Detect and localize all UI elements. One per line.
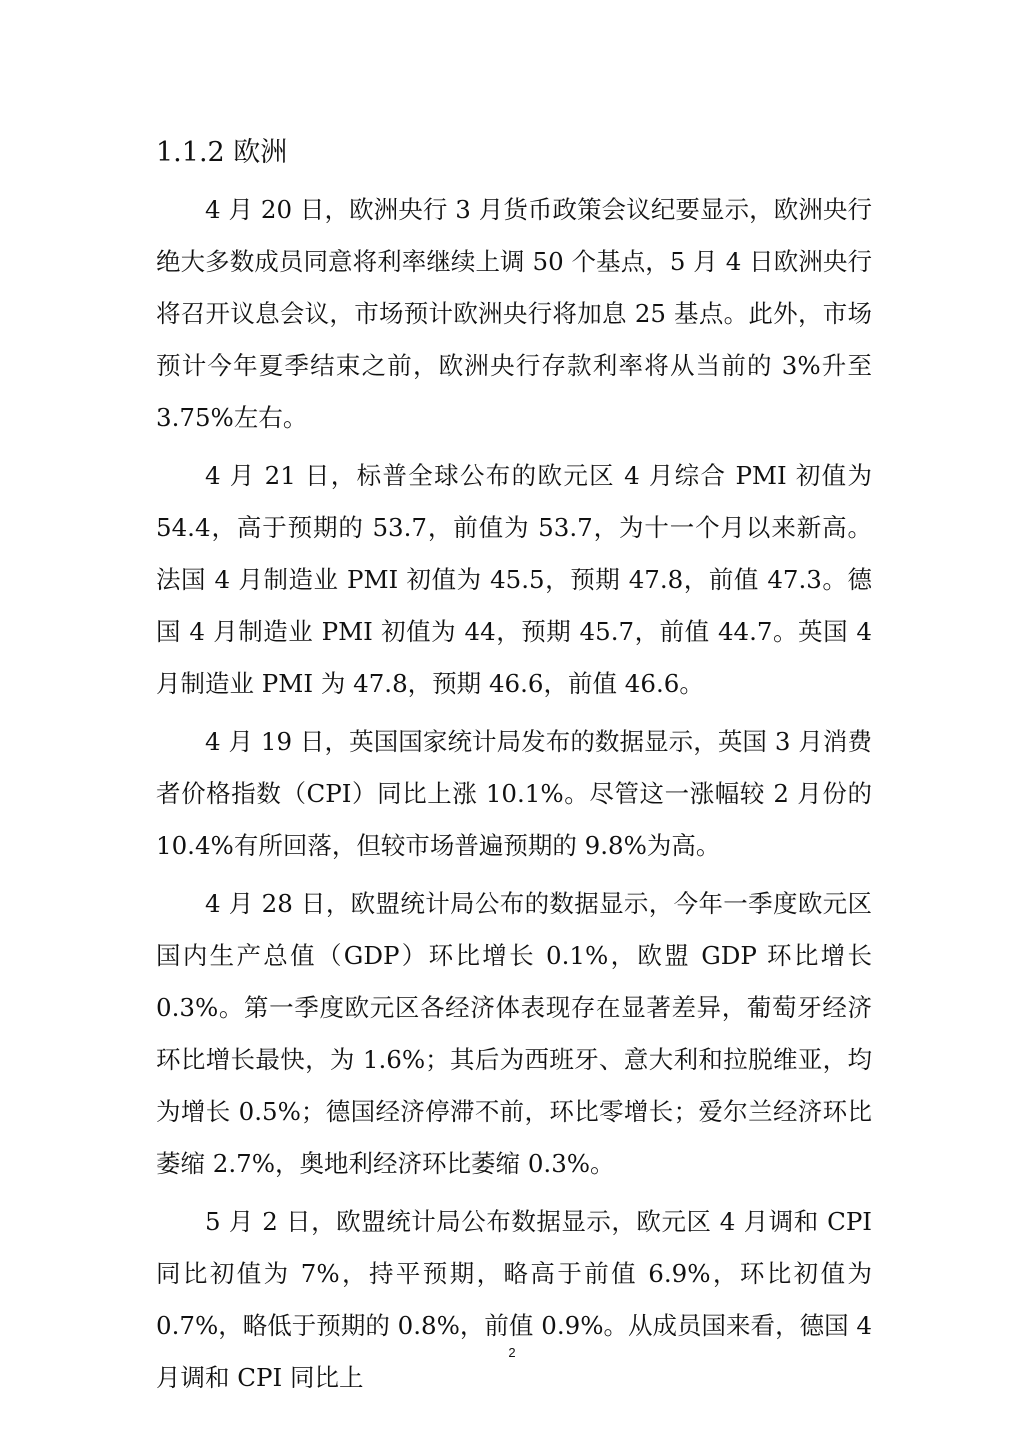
paragraph-eurozone-gdp: 4 月 28 日，欧盟统计局公布的数据显示，今年一季度欧元区国内生产总值（GDP）环比增长 0.1%，欧盟 GDP 环比增长 0.3%。第一季度欧元区各经济体表现存在显著差异，葡萄牙经济环比增长最快，为 1.6%；其后为西班牙、意大利和拉脱维亚，均为增长 0.5%；德国经济停滞不前，环比零增长；爱尔兰经济环比萎缩 2.7%，奥地利经济环比萎缩 0.3%。 [156, 889, 872, 1178]
section-title: 1.1.2 欧洲 [156, 137, 288, 168]
paragraph-uk-cpi: 4 月 19 日，英国国家统计局发布的数据显示，英国 3 月消费者价格指数（CPI）同比上涨 10.1%。尽管这一涨幅较 2 月份的 10.4%有所回落，但较市场普遍预期的 9.8%为高。 [156, 727, 872, 860]
paragraph-ecb-minutes: 4 月 20 日，欧洲央行 3 月货币政策会议纪要显示，欧洲央行绝大多数成员同意将利率继续上调 50 个基点，5 月 4 日欧洲央行将召开议息会议，市场预计欧洲央行将加息 25 基点。此外，市场预计今年夏季结束之前，欧洲央行存款利率将从当前的 3%升至 3.75%左右。 [156, 195, 872, 432]
paragraph-eurozone-cpi: 5 月 2 日，欧盟统计局公布数据显示，欧元区 4 月调和 CPI 同比初值为 7%，持平预期，略高于前值 6.9%，环比初值为 0.7%，略低于预期的 0.8%，前值 0.9%。从成员国来看，德国 4 月调和 CPI 同比上 [156, 1207, 872, 1392]
page-number: 2 [508, 1345, 516, 1360]
paragraph-pmi: 4 月 21 日，标普全球公布的欧元区 4 月综合 PMI 初值为 54.4，高于预期的 53.7，前值为 53.7，为十一个月以来新高。法国 4 月制造业 PMI 初值为 45.5，预期 47.8，前值 47.3。德国 4 月制造业 PMI 初值为 44，预期 45.7，前值 44.7。英国 4 月制造业 PMI 为 47.8，预期 46.6，前值 46.6。 [156, 461, 872, 698]
document-body [156, 184, 872, 1410]
